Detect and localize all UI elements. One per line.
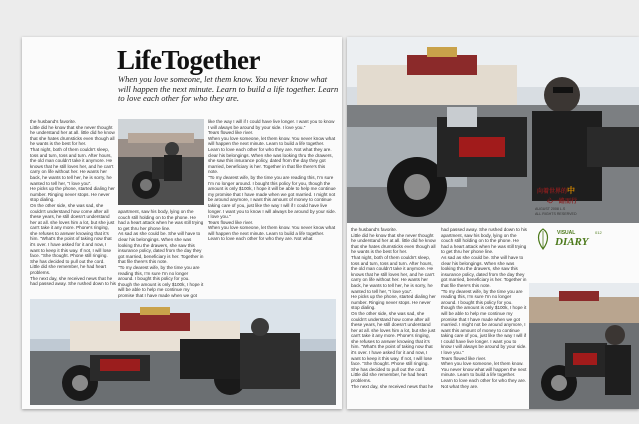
text-column-2: apartment, saw his body, lying on the couch still holding on to the phone. He had a heart attack when he was still trying to get thru her phone line. As sad as she could be. She will have to clear his belongings. When she was looking thru the drawers, she saw this insurance policy, dated from the day they got married, beneficiary is her. Together in that file there's this note. "To my dearest wife, by the time you are reading this, I'm sure I'm no longer around. I bought this policy for you. though the amount is only $100k, I hope it will be able to help me continue my promise that I have made when we got — [118, 209, 204, 298]
left-page — [22, 37, 342, 409]
badge-title-line1: 向着世界的中 — [537, 186, 576, 195]
diary-label-visual: VISUAL — [557, 230, 576, 236]
badge-credits: ALL RIGHTS RESERVED — [535, 212, 577, 216]
badge-title-line2: 心一路而行 — [547, 199, 578, 205]
diary-tag: 012 — [595, 230, 602, 235]
article-title: LifeTogether — [117, 45, 260, 75]
diary-label-diary: DIARY — [555, 236, 589, 248]
badge-sub: AUGUST 2008 L.S — [535, 207, 566, 211]
text-column-5: had passed away. She rushed down to his apartment, saw his body, lying on the couch still holding on to the phone. He had a heart attack when he was still trying to get thru her phone line. As sad as she could be. She will have to clear his belongings. When she was looking thru the drawers, she saw this insurance policy, dated from the day they got married, beneficiary is her. Together in that file there's this note. "To my dearest wife, by the time you are reading this, I'm sure I'm no longer around. I bought this policy for you. though the amount is only $100k, I hope it will be able to help me continue my promise that I have made when we got married. I might not be around anymore, I want this amount of money to continue taking care of you, just like the way I will if I could have live longer. I want you to know I will always be around by your side. I love you." Tears flowed like river. When you love someone, let them know. You never know what will happen the next minute. Learn to build a life together. Learn to love each other for who they are. Not what they are. — [441, 227, 527, 389]
text-column-3: like the way I will if I could have live longer. I want you to know I will always be around by your side. I love you." Tears flowed like river. When you love someone, let them know. You never know what will happen the next minute. Learn to build a life together. Learn to love each other for who they are. Not what they are. clear his belongings. When she was looking thru the drawers, she saw this insurance policy, dated from the day they got married, beneficiary is her. Together in that file there's this note. "To my dearest wife, by the time you are reading this, I'm sure I'm no longer around. I bought this policy for you, though the amount is only $100k, I hope it will be able to help me continue my promise that I have made when we got married. I might not be around anymore, I want this amount of money to continue taking care of you, just like the way I will if I could have live longer. I want you to know I will always be around by your side. I love you." Tears flowed like river. When you love someone, let them know. You never know what will happen the next minute. Learn to build a life together. Learn to love each other for who they are. Not what — [208, 119, 336, 242]
right-page — [347, 37, 639, 409]
photo-rider-hero — [347, 37, 639, 223]
photo-potala-bikes — [30, 299, 336, 405]
photo-rider-side — [529, 283, 639, 409]
text-column-4: the husband's favorite. Little did he know that she never thought he understand her at all. little did he know that she hates drumsticks even though all he wants is the best for her. That night, both of them couldn't sleep, toss and turn, toss and turn. After hours, the old man couldn't take it anymore. He knows that he still loves her, and he can't carry on life without her. He wants her back, he wants to tell her, he is sorry, he wanted to tell her, "I love you". He picks up the phone, started dialing her number. Ringing never stops. He never stop dialing. On the other side, she was sad, she couldn't understand how come after all these years, he still doesn't understand her at all. she loves him a lot, but she just can't take it any more. Phone's ringing, she refuses to answer knowing that it's him. "What's the point of taking now that it's over. I have asked for it and now, I want to keep it this way. If not, I will lose face. "She thought. Phone still ringing. She has decided to pull out the cord. Little did she remember, he had heart problems. The next day, she received news that he — [351, 227, 436, 389]
diary-leaf-icon — [533, 227, 553, 251]
article-subtitle: When you love someone, let them know. You never know what will happen the next minute. Learn to build a life together. Learn to love each other for who they are. — [118, 74, 339, 103]
photo-rider-top — [118, 119, 204, 205]
text-column-1: the husband's favorite. Little did he know that she never thought he understand her at all. little did he know that she hates drumsticks even though all he wants is the best for her. That night, both of them couldn't sleep, toss and turn, toss and turn. After hours, the old man couldn't take it anymore. He knows that he still loves her, and he can't carry on life without her. He wants her back, he wants to tell her, he is sorry, he wanted to tell her, "I love you". He picks up the phone, started dialing her number. Ringing never stops. He never stop dialing. On the other side, she was sad, she couldn't understand how come after all these years, he still doesn't understand her at all. she loves him a lot, but she just can't take it any more. Phone's ringing, she refuses to answer knowing that it's him. "What's the point of taking now that it's over. I have asked for it and now, I want to keep it this way. If not, I will lose face. "She thought. Phone still ringing. She has decided to pull out the cord. Little did she remember, he had heart problems. The next day, she received news that he had passed away. She rushed down to his — [30, 119, 116, 287]
